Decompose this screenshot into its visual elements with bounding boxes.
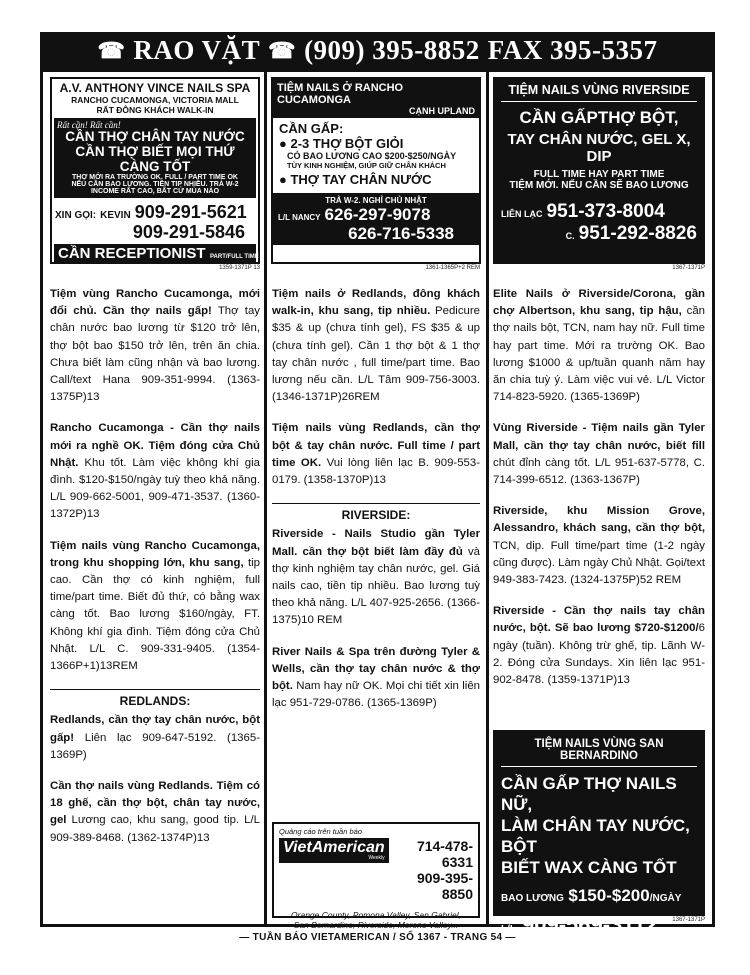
- ad-pay: $150-$200: [568, 886, 650, 905]
- page-header: [40, 32, 715, 69]
- ad-headline-1: CẦN GẤPTHỢ BỘT,: [519, 108, 679, 127]
- header-fax: FAX 395-5357: [487, 35, 658, 65]
- ad-pay-unit: /NGÀY: [649, 893, 682, 904]
- ad-item-1-detail-2: TÙY KINH NGHIỆM, GIÚP GIỮ CHÂN KHÁCH: [287, 161, 446, 170]
- classified-headline: Rancho Cucamonga - Cần thợ nails mới ra nghề OK. Tiệm đóng cửa Chủ Nhật.: [50, 422, 260, 469]
- ad-detail-2: TIỆM MỚI. NẾU CẦN SẼ BAO LƯƠNG: [509, 180, 689, 191]
- ad-phone-2: 909-291-5846: [132, 222, 245, 242]
- ad-headline-1: CẦN GẤP THỢ NAILS NỮ,: [501, 774, 677, 814]
- ad-headline-1: CẦN THỢ CHÂN TAY NƯỚC: [65, 129, 245, 144]
- classified-item: [493, 603, 705, 689]
- classified-item: [50, 420, 260, 523]
- brand-sub: Weekly: [368, 855, 385, 861]
- ad-subtitle: CẠNH UPLAND: [409, 106, 475, 116]
- ad-contact-name: KEVIN: [100, 210, 131, 221]
- ad-phone-2: 951-292-8826: [578, 223, 697, 244]
- ad-contact-label: L/L: [501, 924, 516, 935]
- ad-contact-label: LIÊN LẠC: [501, 209, 543, 219]
- ad-tagline: RẤT ĐÔNG KHÁCH WALK-IN: [96, 105, 214, 115]
- column-divider-2: [486, 69, 489, 927]
- ad-label: Quảng cáo trên tuần báo: [279, 827, 362, 836]
- ad-details-1: THỢ MỚI RA TRƯỜNG OK. FULL / PART TIME OK: [72, 174, 238, 181]
- ad-areas-2: San Bernardino, Riverside, Moreno Valley...: [293, 920, 459, 930]
- ad-rancho-cucamonga: TIỆM NAILS Ở RANCHO CUCAMONGA CẠNH UPLAND CẦN GẤP: ● 2-3 THỢ BỘT GIỎI CÓ BAO LƯƠNG CAO $200-$250/NGÀY TÙY KINH NGHIỆM, GIÚP GIỮ CHÂN KHÁCH ● THỢ TAY CHÂN NƯỚC TRẢ W-2. NGHỈ CHỦ NHẬT L/L NANCY 626-297-9078 626-716-5338: [271, 77, 481, 264]
- ad-contact-label: XIN GỌI:: [55, 210, 97, 221]
- ad-item-2: THỢ TAY CHÂN NƯỚC: [290, 172, 432, 187]
- ad-urgent: CẦN GẤP:: [279, 121, 344, 136]
- column-2: [272, 286, 480, 726]
- ad-item-1: 2-3 THỢ BỘT GIỎI: [290, 136, 404, 151]
- section-heading: REDLANDS:: [50, 689, 260, 710]
- classified-body: Lương cao, khu sang, good tip. L/L 909-389-8468. (1362-1374P)13: [50, 814, 260, 844]
- classified-item: [272, 526, 480, 629]
- classified-item: [50, 538, 260, 676]
- ad-headline-2: LÀM CHÂN TAY NƯỚC, BỘT: [501, 816, 690, 856]
- ad-receptionist-note: PART/FULL TIME: [209, 254, 259, 260]
- ad-urgent: Rất cần! Rất cần!: [57, 120, 121, 130]
- ad-title: TIỆM NAILS Ở RANCHO CUCAMONGA: [277, 82, 404, 106]
- classified-item: [50, 778, 260, 847]
- classified-headline: Tiệm nails ở Redlands, đông khách walk-in, khu sang, tip nhiều.: [272, 288, 480, 318]
- brand-logo: VietAmerican: [283, 839, 385, 856]
- ad-business-name: A.V. ANTHONY VINCE NAILS SPA: [59, 81, 251, 95]
- classified-item: [493, 503, 705, 589]
- ad-phone: 909-569-3112: [522, 912, 658, 937]
- phone-icon-2: ☎: [268, 37, 297, 63]
- ad-phone-2: 909-395-8850: [416, 870, 473, 902]
- ad-terms: TRẢ W-2. NGHỈ CHỦ NHẬT: [325, 196, 427, 205]
- ad-code: 1367-1371P: [672, 265, 705, 271]
- ad-pay-label: BAO LƯƠNG: [501, 893, 564, 904]
- ad-title: TIỆM NAILS VÙNG RIVERSIDE: [501, 83, 697, 102]
- ad-headline-3: BIẾT WAX CÀNG TỐT: [501, 858, 677, 877]
- classified-headline: Tiệm vùng Rancho Cucamonga, mới đổi chủ. Cần thợ nails gấp!: [50, 288, 260, 318]
- classified-body: Liên lạc 909-647-5192. (1365-1369P): [50, 731, 260, 761]
- ad-code: 1367-1371P: [672, 917, 705, 923]
- classified-headline: Tiệm nails vùng Redlands, cần thợ bột & tay chân nước. Full time / part time OK.: [272, 422, 480, 469]
- classified-item: [493, 420, 705, 489]
- classified-headline: River Nails & Spa trên đường Tyler & Wells, cần thợ tay chân nước & thợ bột.: [272, 645, 480, 693]
- section-heading: RIVERSIDE:: [272, 503, 480, 524]
- phone-icon: ☎: [97, 37, 126, 63]
- ad-headline-2: CẦN THỢ BIẾT MỌI THỨ CÀNG TỐT: [75, 144, 235, 174]
- ad-code: 1359-1371P 13: [219, 265, 260, 271]
- classified-item: [272, 286, 480, 406]
- classified-item: [272, 420, 480, 489]
- classified-body: Thợ tay chân nước bao lương từ $120 trở lên, thợ bột bao $150 trở lên, trên ăn chia. Chưa biết làm cũng nhận và bao lương. Call/text Hana 909-351-9994. (1363-1375P)13: [50, 305, 260, 404]
- classified-headline: Redlands, cần thợ tay chân nước, bột gấp!: [50, 714, 260, 744]
- classified-headline: Riverside, khu Mission Grove, Alessandro, khách sang, cần thợ bột,: [493, 505, 705, 535]
- ad-areas-1: Orange County, Pomona Valley, San Gabriel,: [291, 910, 461, 920]
- column-3: [493, 286, 705, 703]
- ad-vietamerican: [272, 822, 480, 930]
- header-title: RAO VẶT: [133, 35, 261, 65]
- classified-body: Pedicure $35 & up (chưa tính gel), FS $35 & up (chưa tính gel). Cần 1 thợ bột & 1 thợ tay chân nước , full time/part time. Bao lương nếu cần. L/L Tâm 909-756-3003. (1346-1371P)26REM: [272, 305, 480, 404]
- ad-item-1-detail: CÓ BAO LƯƠNG CAO $200-$250/NGÀY: [287, 151, 457, 161]
- ad-phone-1: 626-297-9078: [324, 205, 431, 224]
- classified-body: cần thợ nails bột, TCN, nam hay nữ. Full time hay part time. Mới ra trường OK. Bao lương $1000 & up/tuần quanh năm hay ăn chia tuỳ ý. Làm việc vui vẻ. L/L Victor 714-823-5920. (1365-1369P): [493, 305, 705, 404]
- ad-title: TIỆM NAILS VÙNG SAN BERNARDINO: [501, 738, 697, 767]
- ad-details-3: INCOME RẤT CAO, BẤT CỨ MÙA NÀO: [90, 188, 220, 195]
- classified-headline: Riverside - Cần thợ nails tay chân nước, bột. Sẽ bao lương $720-$1200/: [493, 605, 705, 635]
- ad-headline-2: TAY CHÂN NƯỚC, GEL X, DIP: [507, 131, 691, 165]
- classified-body: Nam hay nữ OK. Mọi chi tiết xin liên lạc 951-729-0786. (1365-1369P): [272, 680, 480, 710]
- ad-phone-1: 909-291-5621: [134, 202, 247, 222]
- ad-receptionist: CẦN RECEPTIONIST: [58, 245, 206, 262]
- classified-headline: Cần thợ nails vùng Redlands. Tiệm có 18 ghế, cần thợ bột, chân tay nước, gel: [50, 780, 260, 827]
- ad-phone-1: 951-373-8004: [546, 201, 665, 222]
- ad-contact-label: L/L NANCY: [278, 213, 321, 222]
- ad-phone-2: 626-716-5338: [348, 224, 454, 243]
- classified-body: tip cao. Cần thợ có kinh nghiệm, full time/part time. Biết đủ thứ, có bằng wax càng tốt. Bao lương $160/ngày, FT. Không khí gia đình. Tiệm đóng cửa Chủ Nhật. L/L C. 909-331-9405. (1354-1366P+1)13REM: [50, 556, 260, 673]
- classified-body: 6 ngày (tuần). Không trừ ghế, tip. Lãnh W-2. Đóng cửa Sundays. Xin liên lạc 951-902-8478. (1359-1371P)13: [493, 622, 705, 687]
- column-1: [50, 286, 260, 861]
- classified-body: Vui lòng liên lạc B. 909-553-0179. (1358-1370P)13: [272, 456, 480, 487]
- classified-body: TCN, dip. Full time/part time (1-2 ngày cũng được). Làm ngày Chủ Nhật. Gọi/text 949-383-7423. (1324-1375P)52 REM: [493, 539, 706, 587]
- classified-body: chút đỉnh càng tốt. L/L 951-637-5778, C. 714-399-6512. (1363-1367P): [493, 456, 705, 487]
- header-phone: (909) 395-8852: [304, 35, 480, 65]
- ad-location: RANCHO CUCAMONGA, VICTORIA MALL: [71, 95, 239, 105]
- ad-contact-label-2: C.: [565, 231, 575, 241]
- ad-anthony-vince: [50, 77, 260, 264]
- classified-headline: Vùng Riverside - Tiệm nails gần Tyler Mall, cần thợ tay chân nước, biết fill: [493, 422, 705, 452]
- classified-item: [272, 644, 480, 713]
- classified-item: [50, 286, 260, 406]
- classified-headline: Riverside - Nails Studio gần Tyler Mall. cần thợ bột biết làm đầy đủ: [272, 528, 480, 558]
- classified-headline: Tiệm nails vùng Rancho Cucamonga, trong khu shopping lớn, khu sang,: [50, 539, 260, 569]
- ad-code: 1361-1365P+2 REM: [425, 265, 480, 271]
- classified-body: và thợ kinh nghiệm tay chân nước, gel. Giá nails cao, tiền tip nhiều. Bao lương tuỳ theo khả năng. L/L 407-925-2656. (1366-1375)10 REM: [272, 545, 481, 627]
- classified-body: Khu tốt. Làm việc không khí gia đình. $120-$150/ngày tuỳ theo khả năng. L/L 909-662-5001, 909-471-3537. (1360-1372P)13: [50, 456, 260, 521]
- ad-phone-1: 714-478-6331: [416, 838, 473, 870]
- column-divider-1: [264, 69, 267, 927]
- ad-detail-1: FULL TIME HAY PART TIME: [533, 169, 665, 180]
- classified-headline: Elite Nails ở Riverside/Corona, gần chợ Albertson, khu sang, tip hậu,: [493, 288, 705, 318]
- ad-details-2: NẾU CẦN BAO LƯƠNG. TIỀN TIP NHIỀU. TRẢ W-2: [71, 181, 239, 188]
- ad-riverside: [493, 77, 705, 264]
- page-footer: — TUẦN BÁO VIETAMERICAN / SỐ 1367 - TRANG 54 —: [239, 932, 516, 943]
- classified-item: [493, 286, 705, 406]
- classified-item: [50, 712, 260, 764]
